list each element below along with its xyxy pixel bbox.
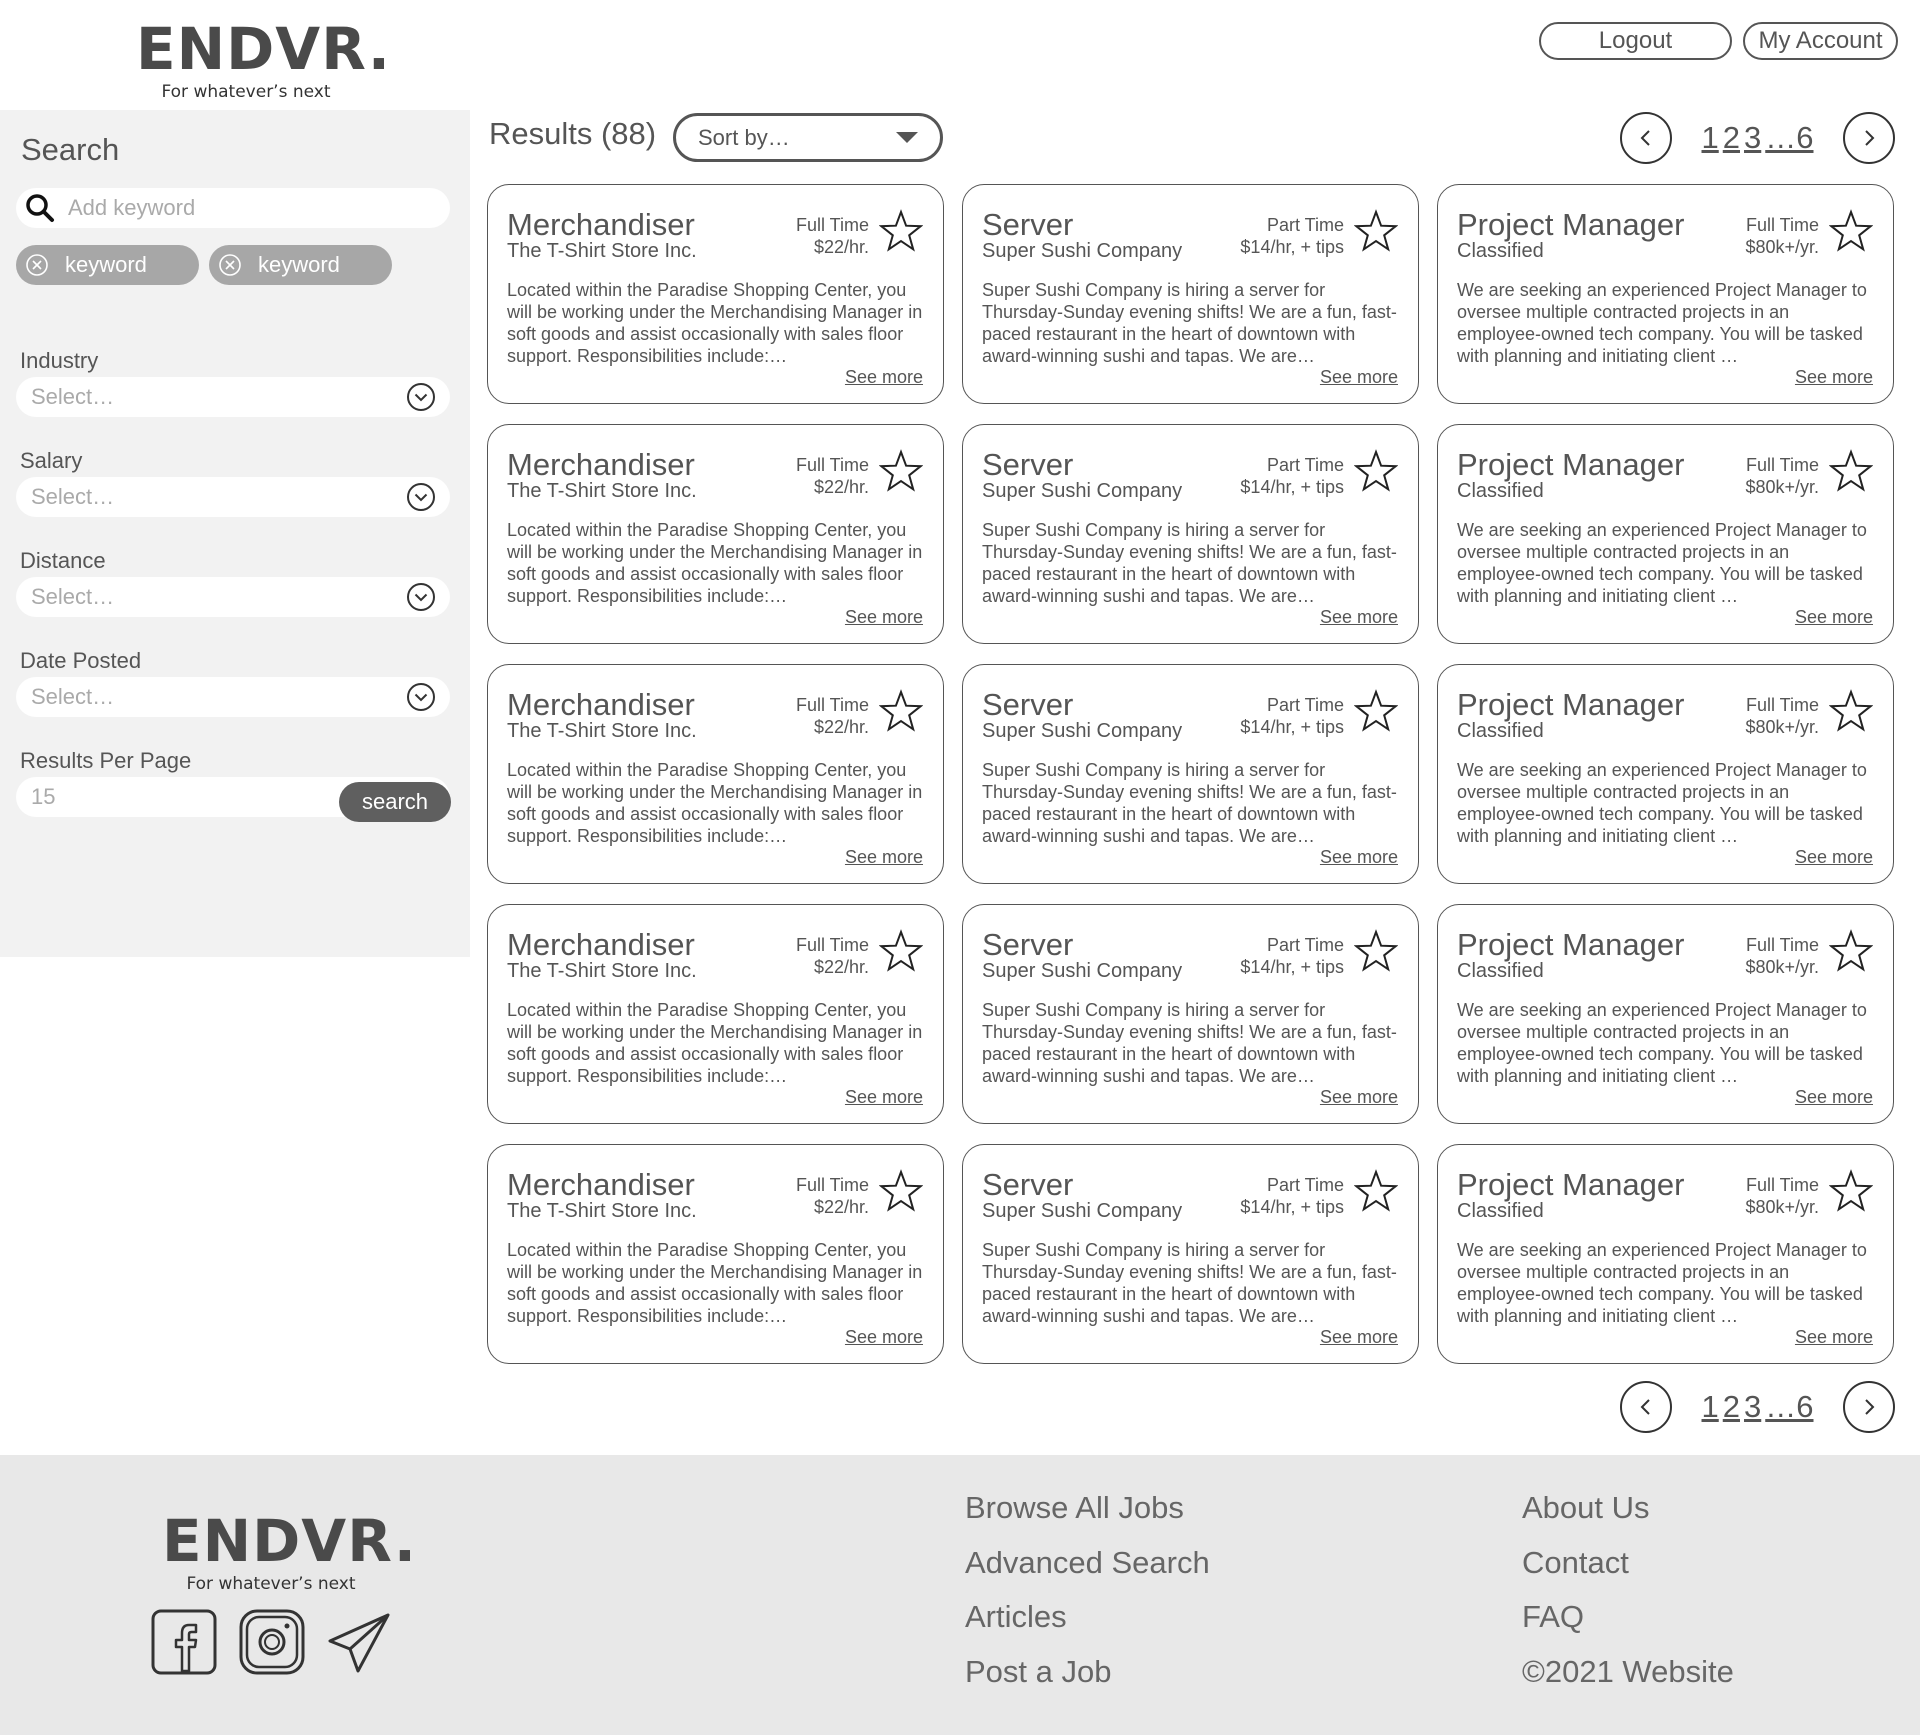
job-card[interactable] [487, 904, 944, 1124]
job-card[interactable] [1437, 664, 1894, 884]
job-company: Super Sushi Company [982, 240, 1183, 262]
job-description: Super Sushi Company is hiring a server for Thursday-Sunday evening shifts! We are a fun, fast-paced restaurant in the heart of downtown with award-winning sushi and tapas. We are… [982, 1240, 1397, 1326]
keyword-chip-label: keyword [258, 252, 340, 277]
job-pay: $80k+/yr. [1745, 957, 1819, 977]
see-more-link[interactable]: See more [844, 1327, 923, 1347]
job-company: Super Sushi Company [982, 1200, 1183, 1222]
job-company: The T-Shirt Store Inc. [507, 480, 697, 502]
see-more-link[interactable]: See more [1794, 367, 1873, 387]
footer-link-post-a-job[interactable]: Post a Job [965, 1654, 1112, 1689]
job-pay: $80k+/yr. [1745, 477, 1819, 497]
job-description: We are seeking an experienced Project Manager to oversee multiple contracted projects in an employee-owned tech company. You will be tasked with planning and initiating client … [1457, 1240, 1867, 1326]
chevron-down-icon [406, 682, 436, 712]
see-more-link[interactable]: See more [1794, 847, 1873, 867]
job-title[interactable]: Project Manager [1457, 207, 1685, 242]
prev-page-button[interactable] [1620, 112, 1672, 164]
see-more-link[interactable]: See more [1794, 1087, 1873, 1107]
job-title[interactable]: Server [982, 927, 1074, 962]
job-company: Classified [1457, 960, 1544, 982]
page-link[interactable]: …6 [1765, 120, 1814, 155]
job-title[interactable]: Merchandiser [507, 1167, 695, 1202]
job-card[interactable] [1437, 904, 1894, 1124]
footer-logo[interactable] [162, 1507, 417, 1594]
keyword-input[interactable] [68, 195, 428, 221]
job-title[interactable]: Project Manager [1457, 447, 1685, 482]
job-company: The T-Shirt Store Inc. [507, 960, 697, 982]
job-company: The T-Shirt Store Inc. [507, 720, 697, 742]
job-card[interactable] [962, 904, 1419, 1124]
job-title[interactable]: Project Manager [1457, 1167, 1685, 1202]
search-sidebar [0, 110, 470, 957]
favorite-star-icon[interactable] [1829, 689, 1873, 733]
job-description: We are seeking an experienced Project Manager to oversee multiple contracted projects in an employee-owned tech company. You will be tasked with planning and initiating client … [1457, 280, 1867, 366]
page-numbers [1672, 1389, 1843, 1425]
distance-select[interactable] [16, 577, 450, 617]
favorite-star-icon[interactable] [879, 209, 923, 253]
see-more-link[interactable]: See more [844, 367, 923, 387]
job-title[interactable]: Server [982, 207, 1074, 242]
job-title[interactable]: Server [982, 1167, 1074, 1202]
footer-copyright: ©2021 Website [1522, 1654, 1734, 1689]
logo-tagline: For whatever’s next [161, 82, 331, 102]
favorite-star-icon[interactable] [1829, 929, 1873, 973]
job-type: Part Time [1266, 455, 1344, 475]
job-description: Located within the Paradise Shopping Center, you will be working under the Merchandising Manager in soft goods and assist occasionally with sales floor support. Responsibilities include:… [507, 280, 923, 366]
job-description: Located within the Paradise Shopping Center, you will be working under the Merchandising Manager in soft goods and assist occasionally with sales floor support. Responsibilities include:… [507, 760, 923, 846]
chevron-left-icon [1636, 1397, 1656, 1417]
job-company: Classified [1457, 240, 1544, 262]
job-card[interactable] [962, 664, 1419, 884]
see-more-link[interactable]: See more [844, 847, 923, 867]
page-link[interactable]: …6 [1765, 1389, 1814, 1424]
facebook-icon[interactable] [151, 1609, 217, 1675]
job-pay: $22/hr. [813, 957, 869, 977]
job-type: Full Time [795, 1175, 869, 1195]
job-description: Located within the Paradise Shopping Center, you will be working under the Merchandising Manager in soft goods and assist occasionally with sales floor support. Responsibilities include:… [507, 1000, 923, 1086]
job-pay: $22/hr. [813, 717, 869, 737]
job-type-pay [796, 934, 869, 978]
remove-keyword-icon[interactable] [218, 253, 242, 277]
job-type-pay [1240, 694, 1344, 738]
page-link[interactable]: 2 [1722, 120, 1740, 155]
job-title[interactable]: Merchandiser [507, 207, 695, 242]
footer-link-articles[interactable]: Articles [965, 1599, 1067, 1634]
job-type-pay [796, 214, 869, 258]
logout-button[interactable]: Logout [1539, 22, 1732, 60]
keyword-chip[interactable] [16, 245, 199, 285]
prev-page-button[interactable] [1620, 1381, 1672, 1433]
instagram-icon[interactable] [239, 1609, 305, 1675]
job-type-pay [1745, 1174, 1819, 1218]
job-company: The T-Shirt Store Inc. [507, 240, 697, 262]
favorite-star-icon[interactable] [1354, 929, 1398, 973]
job-pay: $14/hr, + tips [1240, 957, 1344, 977]
chevron-down-icon [406, 482, 436, 512]
job-type: Full Time [795, 695, 869, 715]
job-card[interactable] [487, 1144, 944, 1364]
see-more-link[interactable]: See more [844, 607, 923, 627]
keyword-chip-label: keyword [65, 252, 147, 277]
job-company: The T-Shirt Store Inc. [507, 1200, 697, 1222]
job-company: Super Sushi Company [982, 480, 1183, 502]
logo-tagline: For whatever’s next [186, 1574, 356, 1594]
page-numbers [1672, 120, 1843, 156]
industry-value: Select… [31, 384, 115, 409]
sidebar-title: Search [21, 132, 120, 167]
job-title[interactable]: Project Manager [1457, 927, 1685, 962]
favorite-star-icon[interactable] [1354, 1169, 1398, 1213]
job-type: Part Time [1266, 935, 1344, 955]
job-type: Part Time [1266, 695, 1344, 715]
job-type-pay [796, 694, 869, 738]
chevron-right-icon [1859, 1397, 1879, 1417]
job-pay: $80k+/yr. [1745, 237, 1819, 257]
job-title[interactable]: Project Manager [1457, 687, 1685, 722]
footer-link-advanced-search[interactable]: Advanced Search [965, 1545, 1210, 1580]
job-pay: $80k+/yr. [1745, 717, 1819, 737]
chevron-down-icon [406, 582, 436, 612]
job-pay: $14/hr, + tips [1240, 237, 1344, 257]
date-posted-value: Select… [31, 684, 115, 709]
see-more-link[interactable]: See more [1319, 1327, 1398, 1347]
job-type-pay [1745, 214, 1819, 258]
page-link[interactable]: 1 [1701, 120, 1719, 155]
job-card[interactable] [487, 184, 944, 404]
logo-wordmark: ENDVR. [162, 1507, 417, 1575]
results-per-page-label: Results Per Page [20, 748, 192, 773]
job-title[interactable]: Server [982, 687, 1074, 722]
job-pay: $80k+/yr. [1745, 1197, 1819, 1217]
results-count: Results (88) [489, 116, 657, 151]
page-link[interactable]: 1 [1701, 1389, 1719, 1424]
job-pay: $14/hr, + tips [1240, 717, 1344, 737]
job-description: Located within the Paradise Shopping Center, you will be working under the Merchandising Manager in soft goods and assist occasionally with sales floor support. Responsibilities include:… [507, 520, 923, 606]
remove-keyword-icon[interactable] [25, 253, 49, 277]
my-account-button[interactable]: My Account [1743, 22, 1898, 60]
job-type: Full Time [1745, 215, 1819, 235]
favorite-star-icon[interactable] [1829, 1169, 1873, 1213]
favorite-star-icon[interactable] [1829, 449, 1873, 493]
job-type-pay [1745, 454, 1819, 498]
page-link[interactable]: 2 [1722, 1389, 1740, 1424]
job-card[interactable] [1437, 184, 1894, 404]
job-description: Super Sushi Company is hiring a server for Thursday-Sunday evening shifts! We are a fun, fast-paced restaurant in the heart of downtown with award-winning sushi and tapas. We are… [982, 280, 1397, 366]
see-more-link[interactable]: See more [1319, 367, 1398, 387]
header-logo[interactable] [136, 15, 391, 102]
job-pay: $22/hr. [813, 477, 869, 497]
job-type: Part Time [1266, 1175, 1344, 1195]
see-more-link[interactable]: See more [1319, 1087, 1398, 1107]
industry-select[interactable] [16, 377, 450, 417]
job-type: Full Time [795, 935, 869, 955]
job-type-pay [1240, 214, 1344, 258]
results-per-page-value: 15 [31, 784, 56, 809]
job-card[interactable] [1437, 1144, 1894, 1364]
distance-value: Select… [31, 584, 115, 609]
job-company: Super Sushi Company [982, 960, 1183, 982]
job-title[interactable]: Merchandiser [507, 447, 695, 482]
favorite-star-icon[interactable] [1354, 449, 1398, 493]
see-more-link[interactable]: See more [1319, 607, 1398, 627]
sort-label: Sort by… [698, 124, 790, 150]
job-company: Classified [1457, 720, 1544, 742]
date-posted-select[interactable] [16, 677, 450, 717]
job-type: Full Time [1745, 935, 1819, 955]
job-type-pay [1240, 454, 1344, 498]
site-footer [0, 1455, 1920, 1735]
keyword-chip[interactable] [209, 245, 392, 285]
job-description: We are seeking an experienced Project Manager to oversee multiple contracted projects in an employee-owned tech company. You will be tasked with planning and initiating client … [1457, 760, 1867, 846]
next-page-button[interactable] [1843, 112, 1895, 164]
job-pay: $14/hr, + tips [1240, 477, 1344, 497]
job-description: Super Sushi Company is hiring a server for Thursday-Sunday evening shifts! We are a fun, fast-paced restaurant in the heart of downtown with award-winning sushi and tapas. We are… [982, 520, 1397, 606]
job-title[interactable]: Merchandiser [507, 927, 695, 962]
page-link[interactable]: 3 [1744, 1389, 1762, 1424]
job-type: Full Time [1745, 1175, 1819, 1195]
job-description: Located within the Paradise Shopping Center, you will be working under the Merchandising Manager in soft goods and assist occasionally with sales floor support. Responsibilities include:… [507, 1240, 923, 1326]
salary-select[interactable] [16, 477, 450, 517]
distance-label: Distance [20, 548, 106, 573]
chevron-left-icon [1636, 128, 1656, 148]
job-pay: $22/hr. [813, 1197, 869, 1217]
job-type-pay [1240, 934, 1344, 978]
favorite-star-icon[interactable] [1354, 689, 1398, 733]
footer-link-browse-all-jobs[interactable]: Browse All Jobs [965, 1490, 1184, 1525]
job-title[interactable]: Merchandiser [507, 687, 695, 722]
job-type: Part Time [1266, 215, 1344, 235]
job-card[interactable] [487, 424, 944, 644]
job-type-pay [1240, 1174, 1344, 1218]
favorite-star-icon[interactable] [879, 929, 923, 973]
job-type: Full Time [1745, 455, 1819, 475]
favorite-star-icon[interactable] [879, 1169, 923, 1213]
dropdown-arrow-icon [896, 132, 918, 143]
job-type-pay [796, 454, 869, 498]
job-description: Super Sushi Company is hiring a server for Thursday-Sunday evening shifts! We are a fun, fast-paced restaurant in the heart of downtown with award-winning sushi and tapas. We are… [982, 760, 1397, 846]
chevron-down-icon [406, 382, 436, 412]
see-more-link[interactable]: See more [844, 1087, 923, 1107]
pagination-bottom [1620, 1381, 1895, 1433]
job-card[interactable] [962, 1144, 1419, 1364]
see-more-link[interactable]: See more [1794, 1327, 1873, 1347]
job-type: Full Time [795, 215, 869, 235]
job-company: Classified [1457, 480, 1544, 502]
footer-link-contact[interactable]: Contact [1522, 1545, 1629, 1580]
favorite-star-icon[interactable] [1829, 209, 1873, 253]
favorite-star-icon[interactable] [879, 449, 923, 493]
job-company: Super Sushi Company [982, 720, 1183, 742]
job-pay: $14/hr, + tips [1240, 1197, 1344, 1217]
job-company: Classified [1457, 1200, 1544, 1222]
job-card[interactable] [1437, 424, 1894, 644]
job-description: We are seeking an experienced Project Manager to oversee multiple contracted projects in an employee-owned tech company. You will be tasked with planning and initiating client … [1457, 1000, 1867, 1086]
job-card[interactable] [962, 424, 1419, 644]
salary-value: Select… [31, 484, 115, 509]
next-page-button[interactable] [1843, 1381, 1895, 1433]
industry-label: Industry [20, 348, 99, 373]
keyword-search-field[interactable] [16, 188, 450, 228]
salary-label: Salary [20, 448, 83, 473]
job-description: We are seeking an experienced Project Manager to oversee multiple contracted projects in an employee-owned tech company. You will be tasked with planning and initiating client … [1457, 520, 1867, 606]
search-button[interactable]: search [339, 782, 451, 822]
footer-link-faq[interactable]: FAQ [1522, 1599, 1585, 1634]
see-more-link[interactable]: See more [1319, 847, 1398, 867]
job-type-pay [1745, 694, 1819, 738]
job-description: Super Sushi Company is hiring a server for Thursday-Sunday evening shifts! We are a fun, fast-paced restaurant in the heart of downtown with award-winning sushi and tapas. We are… [982, 1000, 1397, 1086]
job-type-pay [1745, 934, 1819, 978]
logo-wordmark: ENDVR. [136, 15, 391, 83]
chevron-right-icon [1859, 128, 1879, 148]
paper-plane-icon[interactable] [326, 1609, 392, 1675]
job-type-pay [796, 1174, 869, 1218]
pagination-top [1620, 112, 1895, 164]
job-pay: $22/hr. [813, 237, 869, 257]
date-posted-label: Date Posted [20, 648, 142, 673]
favorite-star-icon[interactable] [1354, 209, 1398, 253]
see-more-link[interactable]: See more [1794, 607, 1873, 627]
footer-link-about-us[interactable]: About Us [1522, 1490, 1650, 1525]
job-type: Full Time [795, 455, 869, 475]
job-card[interactable] [962, 184, 1419, 404]
sort-dropdown[interactable] [673, 113, 943, 162]
favorite-star-icon[interactable] [879, 689, 923, 733]
search-icon [24, 192, 56, 224]
page-link[interactable]: 3 [1744, 120, 1762, 155]
job-title[interactable]: Server [982, 447, 1074, 482]
job-type: Full Time [1745, 695, 1819, 715]
job-card[interactable] [487, 664, 944, 884]
